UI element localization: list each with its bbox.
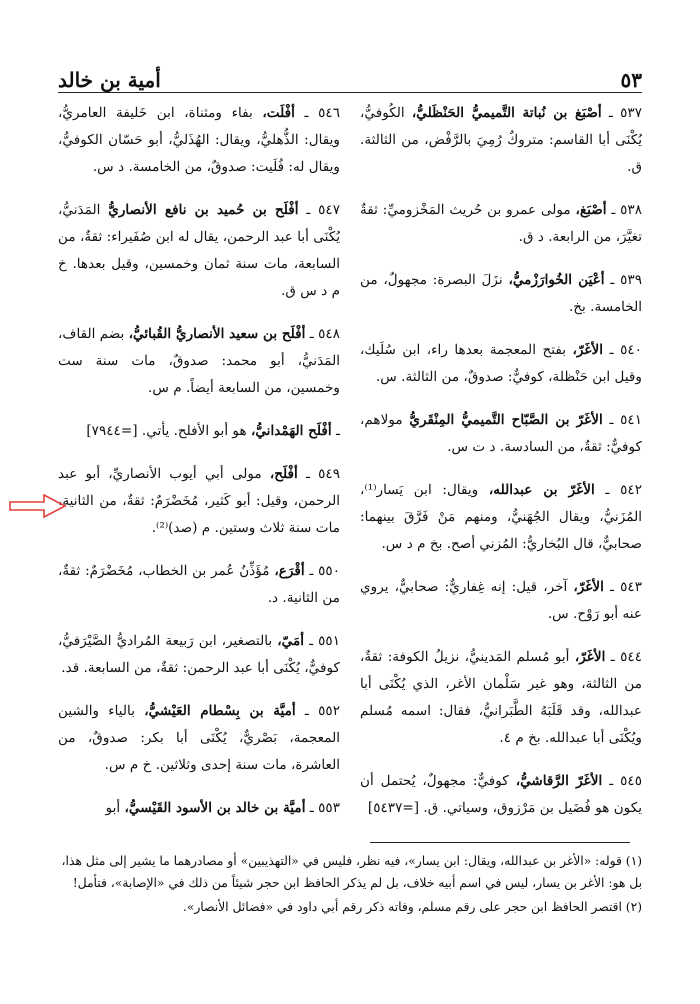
entry-text: أبو xyxy=(105,800,125,816)
entry-number: ٥٤٣ ـ xyxy=(603,579,642,595)
entry-name: أميَّة بن بِسْطام العَيْشيُّ، xyxy=(144,703,296,719)
entry-name: الأغَرّ، xyxy=(574,649,606,665)
entry-number: ٥٤٩ ـ xyxy=(297,466,341,482)
entry-text: مولى أبي أيوب الأنصاريِّ، أبو عبد الرحمن، وقيل: أبو كَثير، مُخَضْرَمٌ: ثقةٌ، من الثانية، مات سنة ثلاث وستين. م (صد)⁽²⁾. xyxy=(58,466,340,536)
entry-name: الأغَرّ بن الصَّبّاح التَّميميُّ المِنْقَريُّ xyxy=(409,412,603,428)
red-arrow-icon xyxy=(8,492,68,520)
biography-entry xyxy=(58,418,340,445)
entry-text: ويقال: ابن يَسار⁽¹⁾، المُزَنيُّ، ويقال الجُهَنيُّ، ومنهم مَنْ فَرَّقَ بينهما: صحابيٌّ، قال البُخاريُّ: المُزني أصح. بخ م د س. xyxy=(360,482,642,552)
entry-text: الكُوفيُّ، يُكْنَى أبا القاسم: متروكٌ رُمِيَ بالرَّفْض، من الثالثة. ق. xyxy=(360,105,642,175)
biography-entry xyxy=(360,574,642,628)
left-column xyxy=(58,100,340,838)
footnote: (١) قوله: «الأغر بن عبدالله، ويقال: ابن يسار»، فيه نظر، فليس في «التهذيبين» أو مصادرهما ما يشير إلى مثل هذا، بل هو: الأغر بن يسار، ليس في اسم أبيه خلاف، بل لم يذكر الحافظ ابن حجر شيئاً من ذلك في «الإصابة»، فتأمل! xyxy=(61,854,642,890)
entry-text: بالتصغير، ابن رَبيعة المُراديُّ الصَّيْرَفيُّ، كوفيٌّ، يُكْنَى أبا عبد الرحمن: ثقةٌ، من السابعة. قد. xyxy=(58,633,340,676)
entry-text: مولى عمرو بن حُريث المَخْزوميِّ: ثقةٌ تغيَّرَ، من الرابعة. د ق. xyxy=(360,202,642,245)
entry-number: ٥٣٨ ـ xyxy=(606,202,642,218)
biography-entry xyxy=(360,407,642,461)
entry-number: ٥٥١ ـ xyxy=(304,633,341,649)
entry-number: ٥٤٠ ـ xyxy=(603,342,642,358)
entry-name: أفْلَح بن سعيد الأنصاريُّ القُبائيُّ، xyxy=(128,326,306,342)
entry-number: ٥٤١ ـ xyxy=(602,412,643,428)
entry-name: الأغَرّ، xyxy=(573,579,604,595)
footnote-separator xyxy=(370,842,630,843)
biography-entry xyxy=(360,477,642,558)
biography-entry xyxy=(58,698,340,779)
entry-number: ٥٤٧ ـ xyxy=(298,202,340,218)
entry-text: المَدَنيُّ، يُكْنَى أبا عبد الرحمن، يقال له ابن صُفَيراء: ثقةٌ، من السابعة، مات سنة ثمان وخمسين، وقيل بعدها. خ م د س ق. xyxy=(58,202,340,299)
entry-number: ٥٥٢ ـ xyxy=(295,703,340,719)
entry-name: الأغَرّ، xyxy=(572,342,604,358)
biography-entry xyxy=(360,197,642,251)
entry-text: نزَلَ البصرة: مجهولٌ، من الخامسة. بخ. xyxy=(360,272,642,315)
biography-entry xyxy=(360,768,642,822)
entry-text: آخر، قيل: إنه غِفاريٌّ: صحابيٌّ، يروي عنه أبو رَوْح. س. xyxy=(360,579,642,622)
entry-name: أفْلَح بن حُميد بن نافع الأنصاريُّ xyxy=(108,202,299,218)
entry-name: الأغَرّ بن عبدالله، xyxy=(488,482,595,498)
biography-entry xyxy=(58,795,340,822)
footnote: (٢) اقتصر الحافظ ابن حجر على رقم مسلم، وفاته ذكر رقم أبي داود في «فضائل الأنصار». xyxy=(182,900,642,914)
entry-name: أصْبَغ، xyxy=(575,202,607,218)
biography-entry xyxy=(58,197,340,305)
entry-name: أفْلَح، xyxy=(269,466,298,482)
entry-number: ٥٤٦ ـ xyxy=(294,105,340,121)
running-title: أمية بن خالد xyxy=(58,68,161,92)
biography-entry xyxy=(58,558,340,612)
entry-number: ٥٤٥ ـ xyxy=(602,773,642,789)
entry-name: أعْيَن الخُوارَزْميُّ، xyxy=(508,272,605,288)
entry-text: بفاء ومثناة، ابن خَليفة العامريُّ، ويقال: الذُّهليُّ، ويقال: الهُذَليُّ، أبو حَسّان الكوفيُّ، ويقال له: فُلَيت: صدوقٌ، من الخامسة. د س. xyxy=(58,105,340,175)
biography-entry xyxy=(360,267,642,321)
entry-name: أفْلَت، xyxy=(262,105,295,121)
biography-entry xyxy=(58,628,340,682)
entry-name: أمَيّ، xyxy=(277,633,305,649)
entry-number: ٥٤٢ ـ xyxy=(594,482,642,498)
entry-text: بفتح المعجمة بعدها راء، ابن سُلَيك، وقيل ابن حَنْظلة، كوفيٌّ: صدوقٌ، من الثالثة. س. xyxy=(360,342,642,385)
entry-number: ٥٥٠ ـ xyxy=(304,563,341,579)
entry-name: أفْلَح الهَمْدانيُّ، xyxy=(250,423,332,439)
biography-entry xyxy=(360,644,642,752)
entry-number: ٥٤٤ ـ xyxy=(605,649,642,665)
entry-name: أقْرَع، xyxy=(274,563,305,579)
entry-number: ٥٣٧ ـ xyxy=(601,105,642,121)
entry-text: أبو مُسلم المَدينيُّ، نزيلُ الكوفة: ثقةٌ، من الثالثة، وهو غير سَلْمان الأغر، الذي يُكْنَى أبا عبدالله، وقد قَلَبَهُ الطَّبَرانيُّ، فقال: اسمه مُسلم ويُكْنَى أبا عبدالله. بخ م ٤. xyxy=(360,649,642,746)
entry-name: الأغَرّ الرَّقاشيُّ، xyxy=(515,773,603,789)
page-header xyxy=(58,62,642,92)
header-rule xyxy=(58,92,642,93)
biography-entry xyxy=(360,100,642,181)
entry-text: بضم القاف، المَدَنيُّ، أبو محمد: صدوقٌ، مات سنة ست وخمسين، من السابعة أيضاً. م س. xyxy=(57,326,340,396)
biography-entry xyxy=(58,461,340,542)
right-column xyxy=(360,100,642,838)
biography-entry xyxy=(58,321,340,402)
biography-entry xyxy=(58,100,340,181)
entry-name: أميَّة بن خالد بن الأسود القَيْسيُّ، xyxy=(124,800,306,816)
footnotes xyxy=(58,850,642,920)
entry-text: هو أبو الأفلح. يأتي. [=٧٩٤٤] xyxy=(86,423,251,439)
page-number: ٥٣ xyxy=(620,68,642,92)
entry-text: مولاهم، كوفيٌّ: ثقةٌ، من السادسة. د ت س. xyxy=(360,412,642,455)
biography-entry xyxy=(360,337,642,391)
entry-number: ٥٥٣ ـ xyxy=(305,800,340,816)
entry-text: مُؤَذِّنُ عُمر بن الخطاب، مُخَضْرَمٌ: ثقةٌ، من الثانية. د. xyxy=(58,563,340,606)
entry-text: كوفيٌّ: مجهولٌ، يُحتمل أن يكون هو فُضَيل بن مَرْزوق، وسياتي. ق. [=٥٤٣٧] xyxy=(360,773,642,816)
entry-name: أصْبَغ بن نُباتة التَّميميُّ الحَنْظَليُّ، xyxy=(411,105,602,121)
entry-number: ـ xyxy=(331,423,340,439)
entry-number: ٥٤٨ ـ xyxy=(305,326,340,342)
entry-text: بالياء والشين المعجمة، بَصْريٌّ، يُكْنَى أبا بكر: صدوقٌ، من العاشرة، مات سنة إحدى وثلاثين. خ م س. xyxy=(58,703,340,773)
entry-number: ٥٣٩ ـ xyxy=(604,272,642,288)
